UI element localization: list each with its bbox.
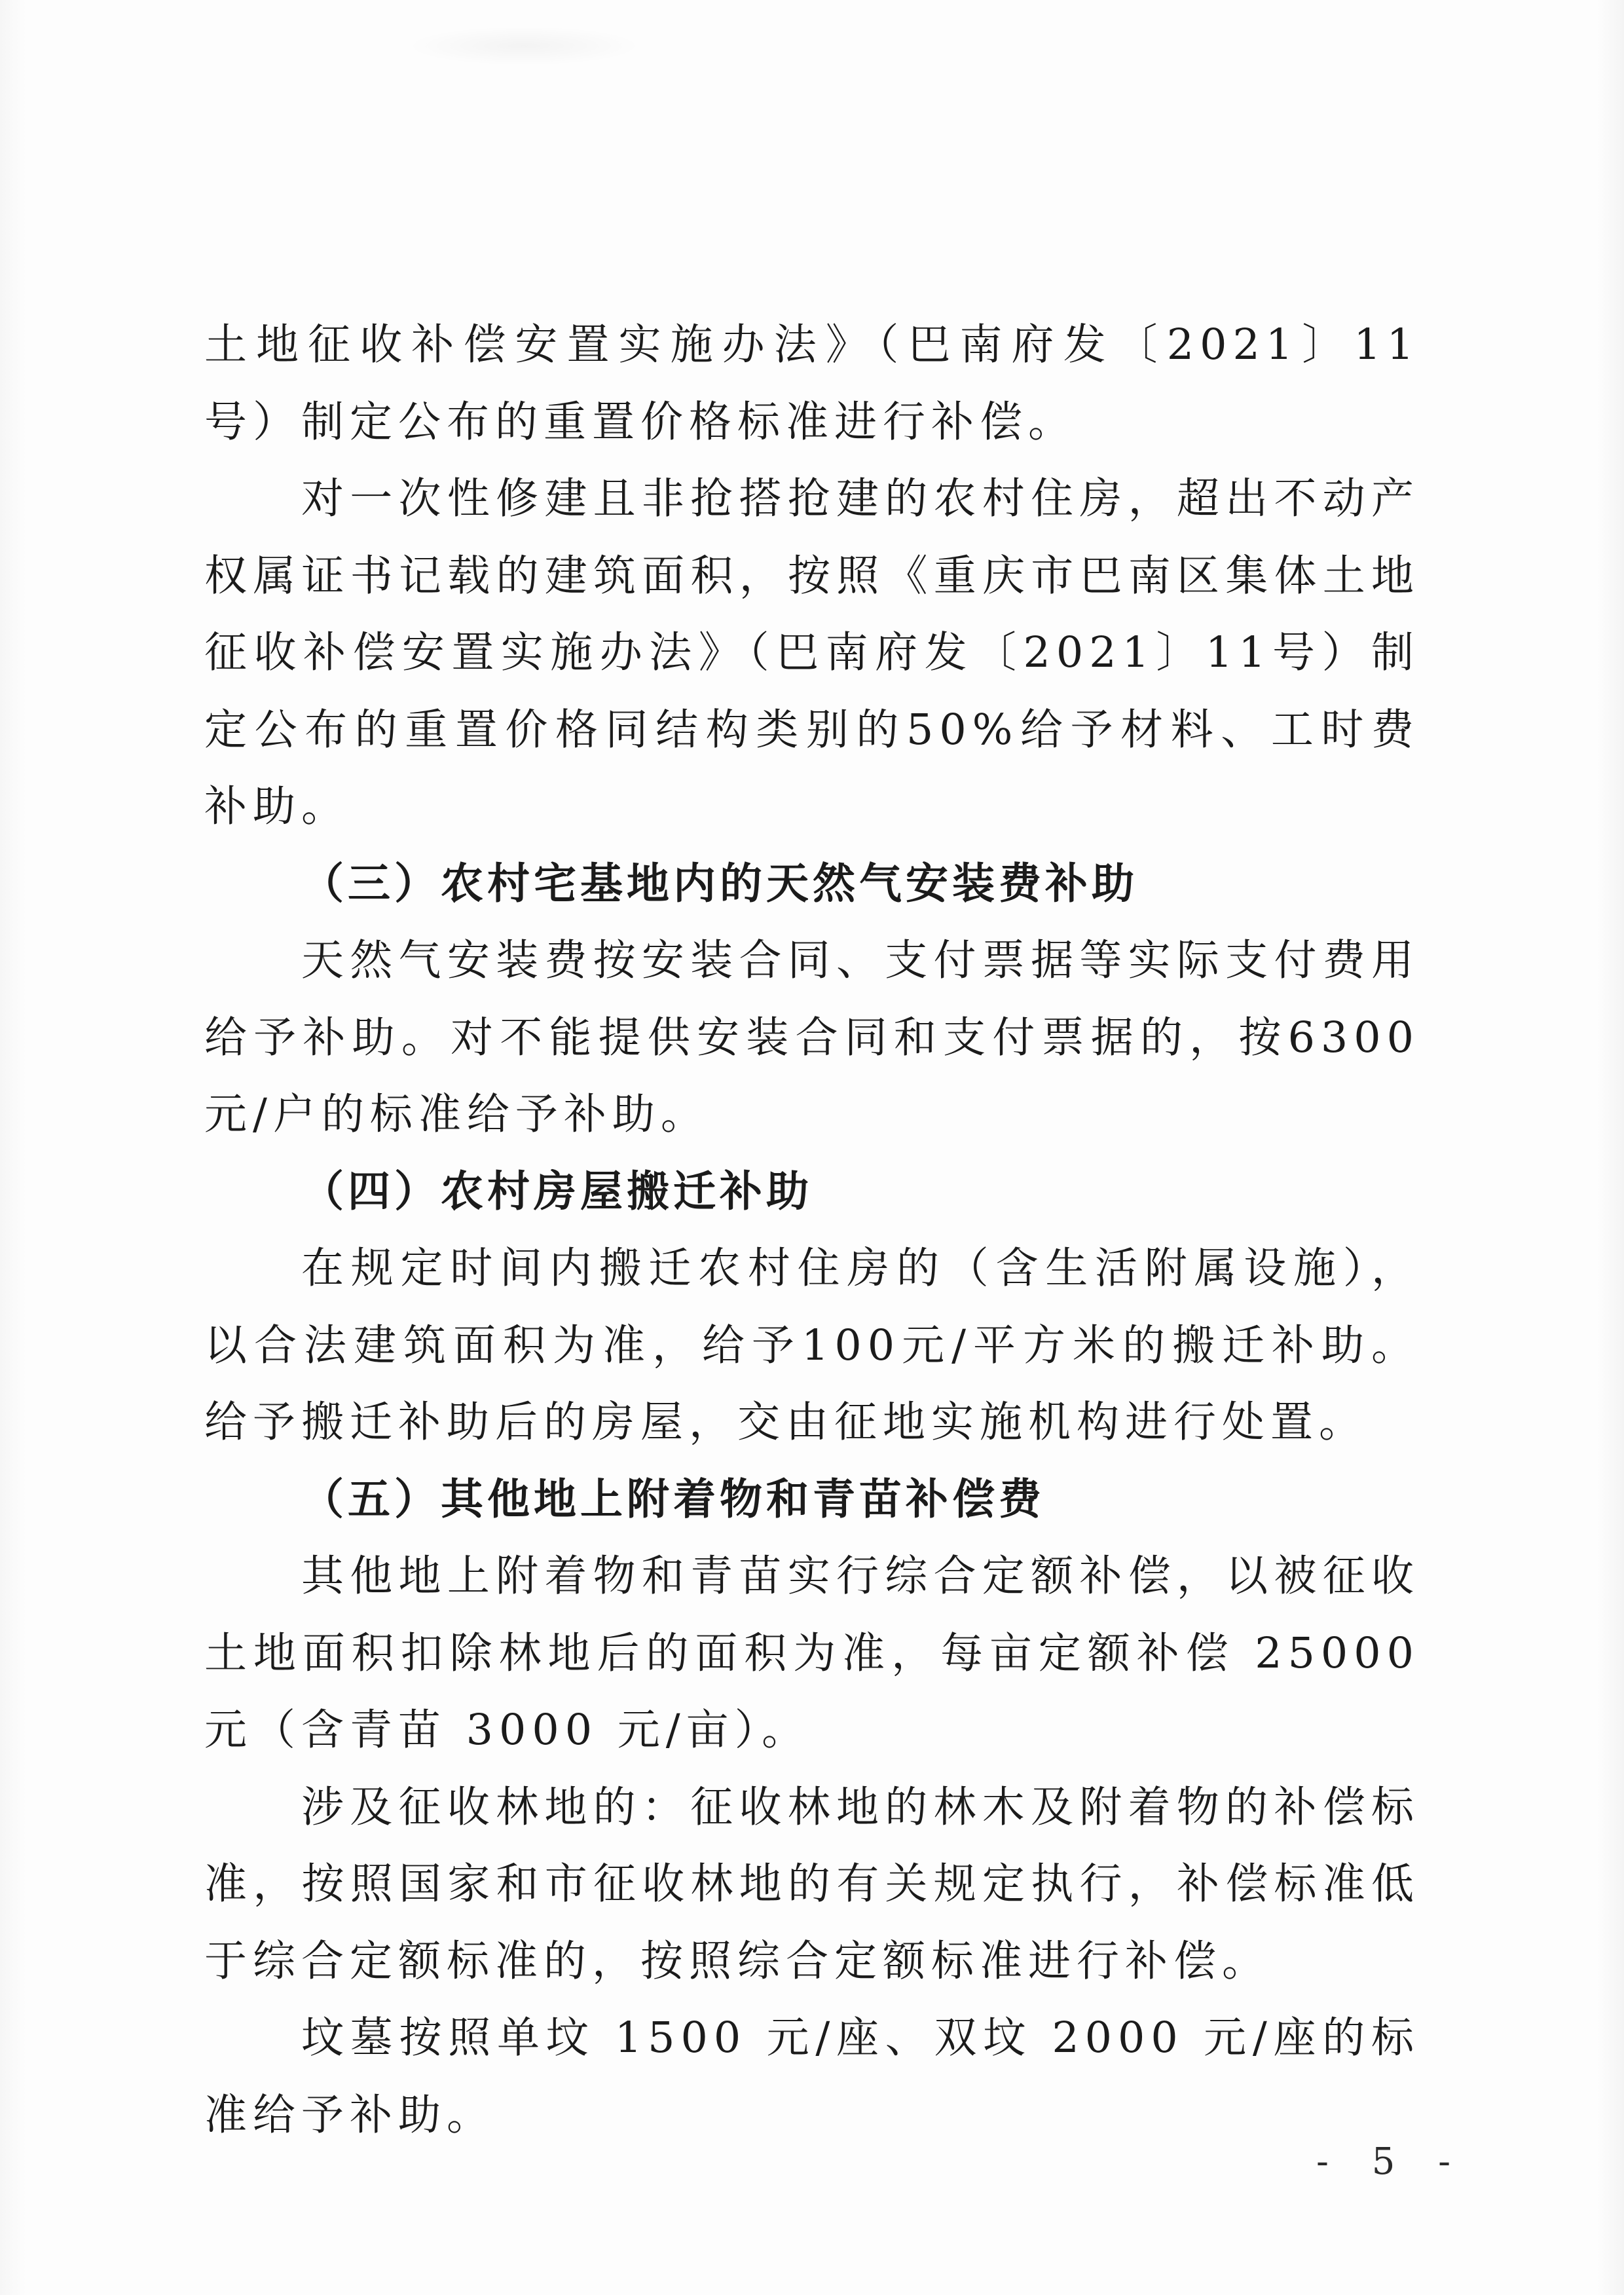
paragraph-forest-land: 涉及征收林地的：征收林地的林木及附着物的补偿标准，按照国家和市征收林地的有关规定执行，补偿标准低于综合定额标准的，按照综合定额标准进行补偿。 <box>204 1782 1420 1986</box>
paragraph-attachments-compensation: 其他地上附着物和青苗实行综合定额补偿，以被征收土地面积扣除林地后的面积为准，每亩定额补偿 25000 元（含青苗 3000 元/亩）。 <box>204 1552 1420 1755</box>
page-number: - 5 - <box>1316 2140 1467 2183</box>
section-heading-gas: （三）农村宅基地内的天然气安装费补助 <box>301 858 1139 908</box>
section-heading-relocation: （四）农村房屋搬迁补助 <box>301 1166 813 1216</box>
document-body <box>204 307 1420 2154</box>
paragraph-housing-subsidy: 对一次性修建且非抢搭抢建的农村住房，超出不动产权属证书记载的建筑面积，按照《重庆市巴南区集体土地征收补偿安置实施办法》（巴南府发〔2021〕11号）制定公布的重置价格同结构类别的50%给予材料、工时费补助。 <box>204 474 1420 831</box>
paragraph-grave-subsidy: 坟墓按照单坟 1500 元/座、双坟 2000 元/座的标准给予补助。 <box>204 2013 1420 2140</box>
scan-smudge <box>406 26 642 65</box>
paragraph-gas-subsidy: 天然气安装费按安装合同、支付票据等实际支付费用给予补助。对不能提供安装合同和支付票据的，按6300元/户的标准给予补助。 <box>204 936 1420 1139</box>
paragraph-relocation-subsidy: 在规定时间内搬迁农村住房的（含生活附属设施），以合法建筑面积为准，给予100元/平方米的搬迁补助。给予搬迁补助后的房屋，交由征地实施机构进行处置。 <box>204 1244 1420 1447</box>
section-heading-attachments: （五）其他地上附着物和青苗补偿费 <box>301 1474 1046 1524</box>
paragraph-continuation: 土地征收补偿安置实施办法》（巴南府发〔2021〕11号）制定公布的重置价格标准进行补偿。 <box>204 320 1420 447</box>
